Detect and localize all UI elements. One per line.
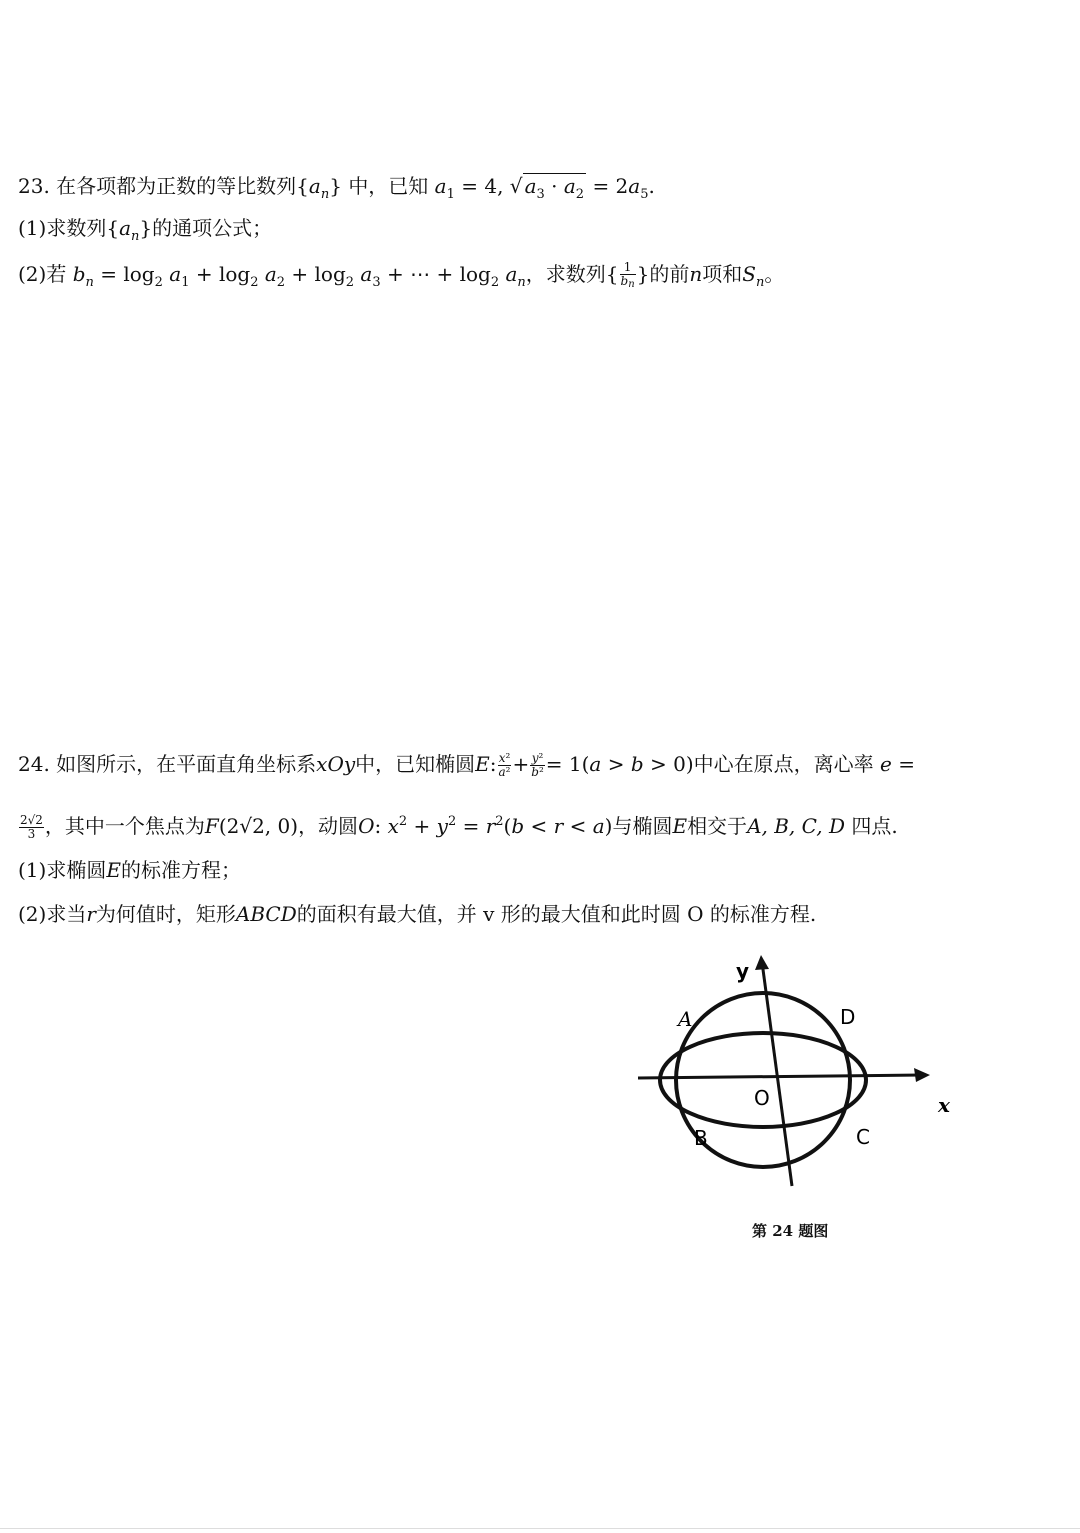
q23-stem: 23. 在各项都为正数的等比数列$\{a_n\}$ 中，已知 $a_1 = 4$, √ $a_3 \cdot a_2 = 2a_5$. bbox=[18, 174, 655, 202]
figure-svg bbox=[630, 950, 960, 1200]
point-b-label: B bbox=[694, 1126, 708, 1150]
page-bottom-edge bbox=[0, 1528, 1080, 1529]
point-c-label: C bbox=[856, 1125, 870, 1149]
q23-part2: (2)若 $b_n = \log_2 a_1 + \log_2 a_2 + \log_2 a_3$ + ⋯ + $\log_2 a_n$，求数列{ $\frac{1}{b_n}$ }的前n项和$S_n$。 bbox=[18, 259, 785, 290]
x-axis bbox=[638, 1075, 922, 1078]
y-axis-arrow bbox=[755, 955, 769, 970]
q24-line1: 24. 如图所示，在平面直角坐标系xOy中，已知椭圆E: $\frac{\text{x²}}{\text{a²}}$ + $\frac{\text{y²}}{\text{b²}}$ = 1(a > b > 0)中心在原点，离心率 e = bbox=[18, 751, 915, 779]
q24-line2: $\frac{2√2}{3}$ ，其中一个焦点为F(2√2, 0)，动圆O: $x^2 + y^2 = r^2(b < r < a)$与椭圆E相交于A, B, C, D 四点. bbox=[20, 813, 898, 841]
point-a-label: A bbox=[678, 1007, 693, 1031]
origin-label: O bbox=[754, 1086, 770, 1110]
q23-part1: (1)求数列$\{a_n\}$的通项公式； bbox=[18, 216, 273, 244]
x-axis-label: x bbox=[938, 1093, 950, 1117]
q24-part1: (1)求椭圆E的标准方程； bbox=[18, 858, 241, 882]
point-d-label: D bbox=[840, 1005, 856, 1029]
q24-part2: (2)求当r为何值时，矩形ABCD的面积有最大值，并 v 形的最大值和此时圆 O 的标准方程. bbox=[18, 902, 817, 926]
figure-caption: 第 24 题图 bbox=[752, 1222, 829, 1240]
y-axis-label: y bbox=[736, 959, 750, 983]
ellipse-e bbox=[660, 1033, 866, 1127]
ellipse-circle-figure bbox=[630, 950, 960, 1200]
x-axis-arrow bbox=[914, 1068, 930, 1082]
